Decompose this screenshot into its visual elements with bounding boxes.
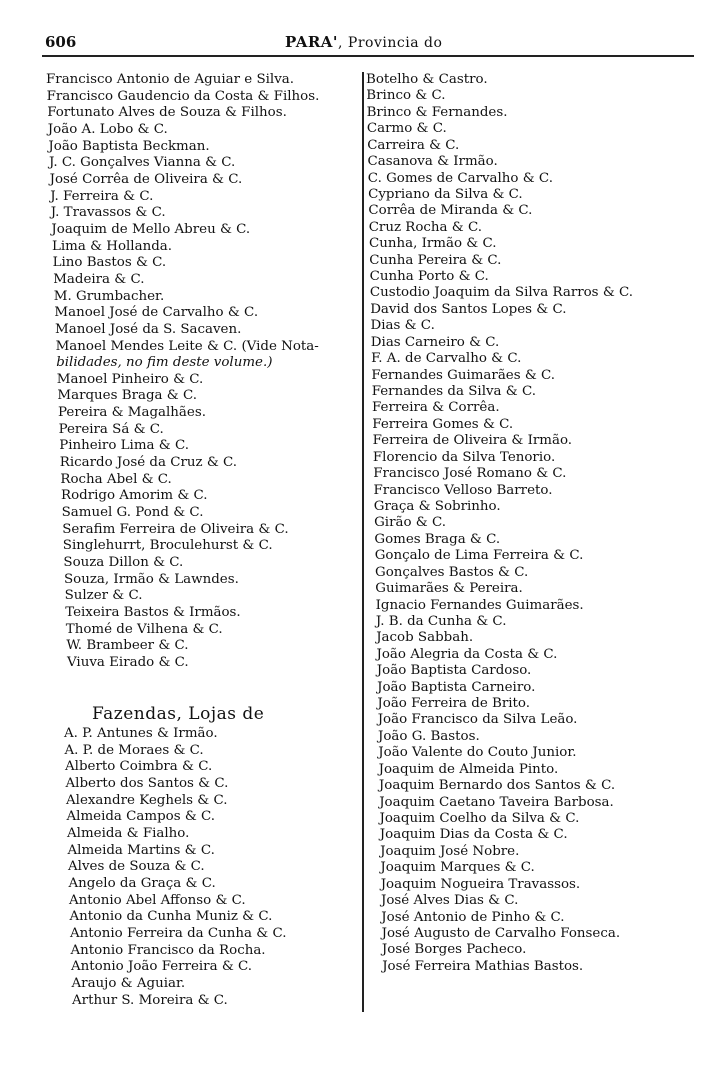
fazendas-list bbox=[64, 726, 286, 1009]
list-entry: A. P. Antunes & Irmão. bbox=[64, 726, 218, 741]
list-entry: Gomes Braga & C. bbox=[374, 531, 501, 547]
list-entry: J. B. da Cunha & C. bbox=[375, 613, 507, 629]
list-entry: J. Travassos & C. bbox=[50, 205, 166, 221]
list-entry: Joaquim Nogueira Travassos. bbox=[380, 876, 581, 892]
list-entry: Lino Bastos & C. bbox=[52, 255, 167, 271]
list-entry: José Augusto de Carvalho Fonseca. bbox=[381, 925, 621, 941]
list-entry: Brinco & C. bbox=[366, 88, 446, 104]
list-entry: Cunha Porto & C. bbox=[369, 269, 489, 285]
list-entry: Joaquim José Nobre. bbox=[380, 843, 520, 859]
list-entry: Joaquim Caetano Taveira Barbosa. bbox=[379, 794, 614, 810]
list-entry: Manoel José de Carvalho & C. bbox=[54, 305, 259, 321]
list-entry: Alberto dos Santos & C. bbox=[65, 775, 229, 791]
list-entry: Ferreira Gomes & C. bbox=[372, 416, 514, 432]
list-entry: Pereira Sá & C. bbox=[58, 421, 164, 437]
list-entry: Angelo da Graça & C. bbox=[68, 875, 216, 891]
list-entry: Alberto Coimbra & C. bbox=[65, 759, 213, 775]
list-entry: Casanova & Irmão. bbox=[367, 154, 498, 170]
list-entry: Joaquim de Mello Abreu & C. bbox=[51, 221, 251, 237]
list-entry: Botelho & Castro. bbox=[366, 72, 488, 87]
list-entry: Carreira & C. bbox=[367, 137, 460, 153]
list-entry: Antonio Abel Affonso & C. bbox=[69, 892, 246, 908]
list-entry: Thomé de Vilhena & C. bbox=[65, 621, 223, 637]
list-entry: Joaquim Bernardo dos Santos & C. bbox=[378, 778, 616, 794]
right-column-list bbox=[366, 72, 633, 975]
list-entry: Francisco Gaudencio da Costa & Filhos. bbox=[46, 88, 320, 104]
list-entry: Lima & Hollanda. bbox=[52, 238, 173, 254]
list-entry: João Valente do Couto Junior. bbox=[378, 745, 577, 761]
list-entry: José Antonio de Pinho & C. bbox=[381, 909, 565, 925]
list-entry: Rocha Abel & C. bbox=[60, 471, 172, 487]
running-subtitle: , Provincia do bbox=[338, 35, 443, 51]
list-entry: Almeida & Fialho. bbox=[67, 825, 190, 841]
list-entry: Gonçalo de Lima Ferreira & C. bbox=[374, 548, 584, 564]
list-entry: Serafim Ferreira de Oliveira & C. bbox=[62, 521, 289, 537]
list-entry: A. P. de Moraes & C. bbox=[64, 742, 204, 758]
list-entry: Antonio Francisco da Rocha. bbox=[70, 942, 266, 958]
list-entry: João Baptista Beckman. bbox=[48, 138, 210, 154]
list-entry: José Alves Dias & C. bbox=[381, 893, 519, 909]
section-heading: Fazendas, Lojas de bbox=[92, 704, 265, 724]
list-entry: Francisco Velloso Barreto. bbox=[373, 482, 553, 498]
list-entry: Girão & C. bbox=[374, 515, 446, 531]
list-entry: José Ferreira Mathias Bastos. bbox=[382, 958, 584, 974]
list-entry: Fernandes Guimarães & C. bbox=[371, 367, 556, 383]
list-entry: Teixeira Bastos & Irmãos. bbox=[65, 605, 241, 620]
list-entry: João Ferreira de Brito. bbox=[377, 696, 530, 712]
list-entry: Singlehurrt, Broculehurst & C. bbox=[62, 538, 273, 554]
list-entry: Florencio da Silva Tenorio. bbox=[372, 449, 556, 465]
list-entry: Antonio João Ferreira & C. bbox=[71, 959, 253, 975]
list-entry: Cunha Pereira & C. bbox=[369, 252, 502, 268]
list-entry: Manoel José da S. Sacaven. bbox=[55, 321, 242, 337]
list-entry: Souza, Irmão & Lawndes. bbox=[64, 571, 239, 587]
list-entry: Alves de Souza & C. bbox=[68, 859, 205, 875]
list-entry: Madeira & C. bbox=[53, 271, 145, 287]
list-entry: David dos Santos Lopes & C. bbox=[370, 301, 567, 317]
list-entry: Arthur S. Moreira & C. bbox=[72, 992, 228, 1008]
list-entry: Jacob Sabbah. bbox=[376, 630, 474, 646]
list-entry: Alexandre Keghels & C. bbox=[66, 792, 228, 808]
list-entry: C. Gomes de Carvalho & C. bbox=[367, 170, 553, 186]
list-entry: Gonçalves Bastos & C. bbox=[375, 564, 529, 580]
list-entry: Dias & C. bbox=[370, 318, 435, 334]
list-entry: João A. Lobo & C. bbox=[47, 121, 168, 137]
list-entry: José Corrêa de Oliveira & C. bbox=[49, 171, 243, 187]
list-entry: Araujo & Aguiar. bbox=[71, 975, 186, 991]
list-entry: Sulzer & C. bbox=[64, 588, 143, 604]
list-entry: João Francisco da Silva Leão. bbox=[377, 712, 578, 728]
column-divider bbox=[362, 72, 364, 1012]
list-entry: Cypriano da Silva & C. bbox=[368, 186, 523, 202]
list-entry: Joaquim Coelho da Silva & C. bbox=[379, 810, 580, 826]
list-entry: Francisco José Romano & C. bbox=[373, 466, 567, 482]
list-entry: Pereira & Magalhães. bbox=[58, 405, 206, 421]
list-entry: Manoel Mendes Leite & C. (Vide Nota- bbox=[55, 338, 319, 354]
list-entry: bilidades, no fim deste volume.) bbox=[56, 355, 273, 371]
list-entry: F. A. de Carvalho & C. bbox=[371, 351, 522, 367]
list-entry: Marques Braga & C. bbox=[57, 388, 197, 404]
list-entry: Custodio Joaquim da Silva Rarros & C. bbox=[369, 285, 634, 301]
list-entry: João G. Bastos. bbox=[378, 728, 480, 744]
page-number: 606 bbox=[45, 33, 77, 51]
list-entry: Fortunato Alves de Souza & Filhos. bbox=[47, 105, 287, 121]
list-entry: Pinheiro Lima & C. bbox=[59, 438, 189, 454]
list-entry: Joaquim Marques & C. bbox=[380, 860, 535, 876]
list-entry: Joaquim Dias da Costa & C. bbox=[379, 827, 568, 843]
list-entry: Antonio da Cunha Muniz & C. bbox=[69, 909, 273, 925]
list-entry: Fernandes da Silva & C. bbox=[371, 384, 536, 400]
province-name: PARA' bbox=[285, 33, 339, 51]
list-entry: Francisco Antonio de Aguiar e Silva. bbox=[46, 72, 295, 87]
list-entry: João Alegria da Costa & C. bbox=[376, 646, 558, 662]
list-entry: Graça & Sobrinho. bbox=[373, 498, 501, 514]
header-rule bbox=[42, 55, 694, 57]
left-column-list bbox=[46, 72, 319, 672]
list-entry: Manoel Pinheiro & C. bbox=[56, 371, 204, 387]
list-entry: Rodrigo Amorim & C. bbox=[61, 488, 208, 504]
list-entry: Antonio Ferreira da Cunha & C. bbox=[70, 925, 287, 941]
list-entry: José Borges Pacheco. bbox=[381, 942, 527, 958]
list-entry: Joaquim de Almeida Pinto. bbox=[378, 761, 559, 777]
running-title bbox=[285, 33, 442, 51]
list-entry: Guimarães & Pereira. bbox=[375, 581, 523, 597]
list-entry: J. Ferreira & C. bbox=[50, 188, 154, 204]
list-entry: W. Brambeer & C. bbox=[66, 638, 189, 654]
list-entry: Almeida Martins & C. bbox=[67, 842, 215, 858]
list-entry: Corrêa de Miranda & C. bbox=[368, 203, 533, 219]
list-entry: Ignacio Fernandes Guimarães. bbox=[375, 597, 584, 613]
list-entry: Souza Dillon & C. bbox=[63, 555, 184, 571]
list-entry: Almeida Campos & C. bbox=[66, 809, 216, 825]
list-entry: Dias Carneiro & C. bbox=[370, 334, 500, 350]
list-entry: Ricardo José da Cruz & C. bbox=[59, 455, 238, 471]
list-entry: Cunha, Irmão & C. bbox=[369, 236, 497, 252]
list-entry: Carmo & C. bbox=[366, 121, 447, 137]
list-entry: Ferreira & Corrêa. bbox=[372, 400, 500, 416]
list-entry: Samuel G. Pond & C. bbox=[61, 505, 204, 521]
list-entry: J. C. Gonçalves Vianna & C. bbox=[49, 155, 236, 171]
list-entry: Viuva Eirado & C. bbox=[67, 654, 189, 670]
list-entry: M. Grumbacher. bbox=[53, 288, 165, 304]
list-entry: João Baptista Cardoso. bbox=[376, 663, 532, 679]
list-entry: João Baptista Carneiro. bbox=[377, 679, 536, 695]
list-entry: Brinco & Fernandes. bbox=[366, 104, 508, 120]
list-entry: Ferreira de Oliveira & Irmão. bbox=[372, 433, 573, 449]
list-entry: Cruz Rocha & C. bbox=[368, 219, 482, 235]
